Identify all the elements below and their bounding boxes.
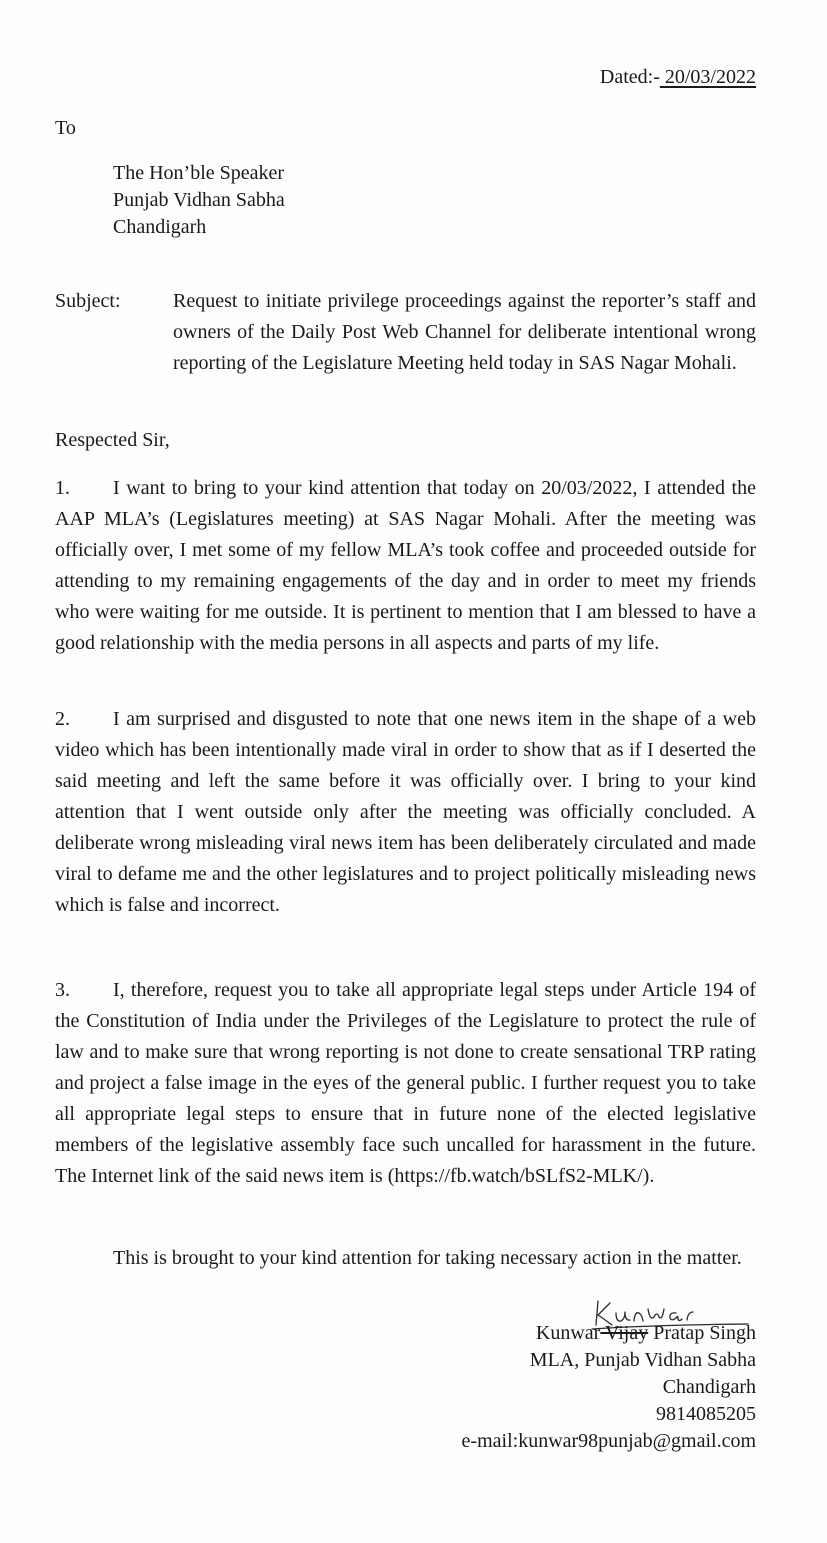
- signatory-phone: 9814085205: [656, 1403, 756, 1425]
- paragraph-text: I am surprised and disgusted to note that one news item in the shape of a web video which has been intentionally made viral in order to show that as if I deserted the said meeting and left the same before it was officially over. I bring to your kind attention that I went outside only after the meeting was officially concluded. A deliberate wrong misleading viral news item has been deliberately circulated and made viral to defame me and the other legislatures and to project politically misleading news which is false and incorrect.: [55, 708, 756, 916]
- paragraph-number: 1.: [55, 477, 70, 499]
- paragraph-number: 2.: [55, 708, 70, 730]
- paragraph-1: [55, 473, 756, 659]
- to-label: To: [55, 117, 76, 139]
- addressee-block: [113, 160, 285, 241]
- date-line: [600, 62, 756, 93]
- salutation: Respected Sir,: [55, 429, 170, 451]
- signature-block: [462, 1320, 756, 1455]
- subject-label: Subject:: [55, 290, 121, 312]
- closing-paragraph: This is brought to your kind attention for taking necessary action in the matter.: [113, 1247, 742, 1269]
- name-rest: Pratap Singh: [648, 1322, 756, 1344]
- signatory-city: Chandigarh: [662, 1376, 756, 1398]
- addressee-line-3: Chandigarh: [113, 216, 207, 238]
- addressee-line-1: The Hon’ble Speaker: [113, 162, 285, 184]
- paragraph-text: I, therefore, request you to take all appropriate legal steps under Article 194 of the Constitution of India under the Privileges of the Legislature to protect the rule of law and to make sure that wrong reporting is not done to create sensational TRP rating and project a false image in the eyes of the general public. I further request you to take all appropriate legal steps to ensure that in future none of the elected legislative members of the legislative assembly face such uncalled for harassment in the future. The Internet link of the said news item is (https://fb.watch/bSLfS2-MLK/).: [55, 979, 756, 1187]
- signatory-title: MLA, Punjab Vidhan Sabha: [529, 1349, 756, 1371]
- dated-value: 20/03/2022: [659, 66, 756, 88]
- signatory-name: [462, 1320, 756, 1347]
- addressee-line-2: Punjab Vidhan Sabha: [113, 189, 285, 211]
- paragraph-2: [55, 704, 756, 921]
- paragraph-3: [55, 975, 756, 1192]
- signatory-email: e-mail:kunwar98punjab@gmail.com: [461, 1430, 756, 1452]
- subject-text: Request to initiate privilege proceedings against the reporter’s staff and owners of the Daily Post Web Channel for deliberate intentional wrong reporting of the Legislature Meeting held today in SAS Nagar Mohali.: [173, 290, 756, 374]
- name-struck: Vijay: [600, 1322, 649, 1344]
- paragraph-number: 3.: [55, 979, 70, 1001]
- name-first: Kunwar: [535, 1322, 601, 1344]
- paragraph-text: I want to bring to your kind attention that today on 20/03/2022, I attended the AAP MLA’s (Legislatures meeting) at SAS Nagar Mohali. After the meeting was officially over, I met some of my fellow MLA’s took coffee and proceeded outside for attending to my remaining engagements of the day and in order to meet my friends who were waiting for me outside. It is pertinent to mention that I am blessed to have a good relationship with the media persons in all aspects and parts of my life.: [55, 477, 756, 654]
- dated-label: Dated:-: [599, 66, 660, 88]
